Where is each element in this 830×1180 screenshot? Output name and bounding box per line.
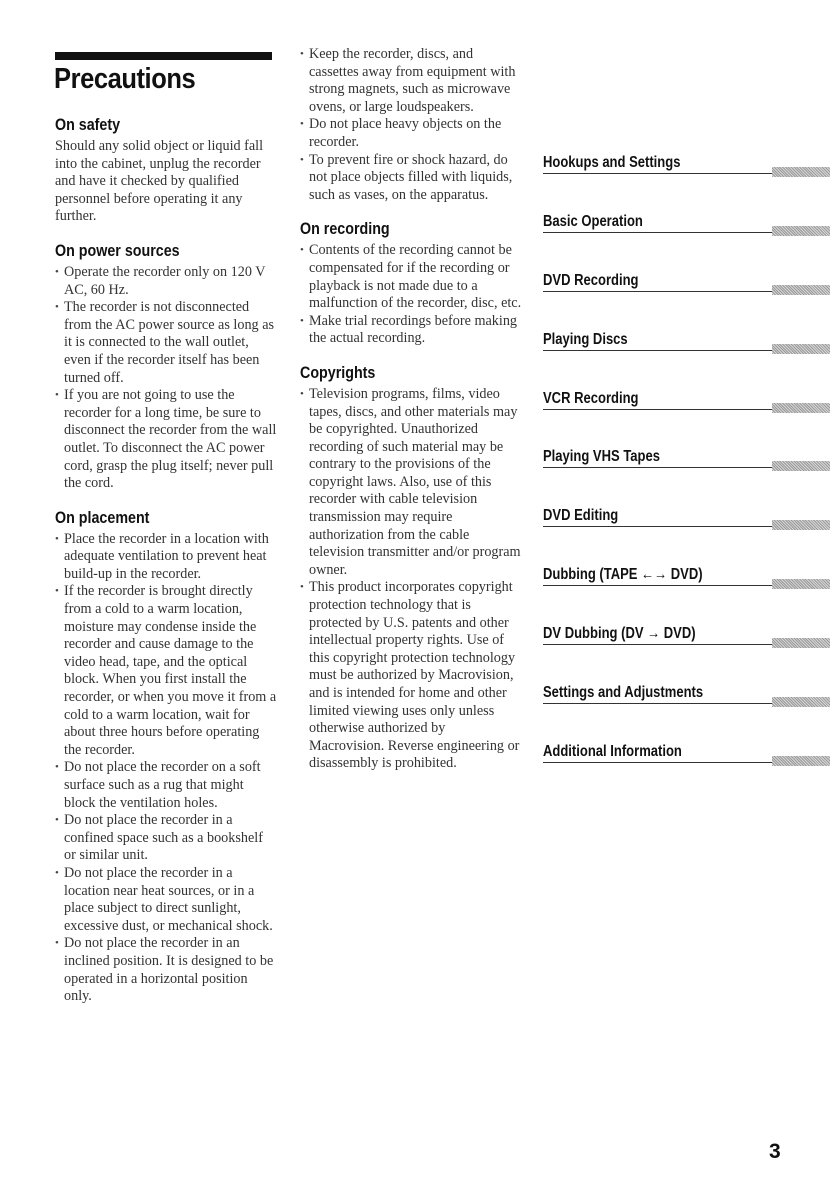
toc-item-hookups-settings[interactable] bbox=[543, 150, 830, 180]
section-heading: On power sources bbox=[55, 240, 180, 260]
left-column bbox=[55, 114, 277, 1020]
section-safety bbox=[55, 114, 277, 226]
chapter-tab-marker bbox=[772, 638, 830, 648]
bullet-item: • Do not place the recorder in a location near heat sources, or in a place subject to direct sunlight, excessive dust, or mechanical shock. bbox=[55, 865, 277, 935]
toc-item-dvd-editing[interactable] bbox=[543, 503, 830, 533]
chapter-tab-marker bbox=[772, 520, 830, 530]
chapter-tab-marker bbox=[772, 697, 830, 707]
section-recording bbox=[300, 218, 522, 348]
chapter-tab-marker bbox=[772, 344, 830, 354]
toc-leader-line bbox=[543, 232, 772, 233]
bullet-item: • Do not place the recorder in an inclined position. It is designed to be operated in a horizontal position only. bbox=[55, 935, 277, 1005]
bullet-list bbox=[300, 242, 522, 348]
bullet-item: • Do not place heavy objects on the recorder. bbox=[300, 116, 522, 151]
toc-label: Settings and Adjustments bbox=[543, 684, 704, 702]
toc-leader-line bbox=[543, 467, 772, 468]
chapter-tab-marker bbox=[772, 756, 830, 766]
bullet-item: • Operate the recorder only on 120 V AC, 60 Hz. bbox=[55, 264, 277, 299]
toc-item-vcr-recording[interactable] bbox=[543, 386, 830, 416]
bullet-list bbox=[300, 386, 522, 773]
chapter-tab-marker bbox=[772, 226, 830, 236]
bullet-item: • Contents of the recording cannot be compensated for if the recording or playback is not made due to a malfunction of the recorder, disc, etc. bbox=[300, 242, 522, 312]
section-paragraph: Should any solid object or liquid fall into the cabinet, unplug the recorder and have it checked by qualified personnel before operating it any further. bbox=[55, 138, 264, 225]
chapter-tab-marker bbox=[772, 461, 830, 471]
bullet-item: • To prevent fire or shock hazard, do not place objects filled with liquids, such as vases, on the apparatus. bbox=[300, 152, 522, 205]
section-power-sources bbox=[55, 240, 277, 493]
page-title: Precautions bbox=[54, 63, 196, 95]
section-copyrights bbox=[300, 362, 522, 773]
toc-item-dubbing-tape-dvd[interactable] bbox=[543, 562, 830, 592]
section-placement bbox=[55, 507, 277, 1006]
toc-item-dvd-recording[interactable] bbox=[543, 268, 830, 298]
toc-leader-line bbox=[543, 291, 772, 292]
bullet-list bbox=[300, 46, 522, 204]
chapter-tab-marker bbox=[772, 285, 830, 295]
middle-column bbox=[300, 46, 522, 787]
toc-item-settings-adjustments[interactable] bbox=[543, 680, 830, 710]
bullet-list bbox=[55, 264, 277, 493]
section-heading: Copyrights bbox=[300, 362, 376, 382]
section-heading: On placement bbox=[55, 507, 150, 527]
bullet-item: • This product incorporates copyright protection technology that is protected by U.S. patents and other intellectual property rights. Use of this copyright protection technology must be authorized by Macrovision, and is intended for home and other limited viewing uses only unless otherwise authorized by Macrovision. Reverse engineering or disassembly is prohibited. bbox=[300, 579, 522, 773]
chapter-tab-marker bbox=[772, 403, 830, 413]
toc-item-basic-operation[interactable] bbox=[543, 209, 830, 239]
toc-label: Additional Information bbox=[543, 742, 682, 760]
toc-leader-line bbox=[543, 350, 772, 351]
toc-leader-line bbox=[543, 703, 772, 704]
bullet-list bbox=[55, 531, 277, 1006]
bullet-item: • Place the recorder in a location with adequate ventilation to prevent heat build-up in the recorder. bbox=[55, 531, 277, 584]
page-number: 3 bbox=[769, 1140, 781, 1163]
toc-label: Hookups and Settings bbox=[543, 154, 681, 171]
toc-leader-line bbox=[543, 173, 772, 174]
toc-label: VCR Recording bbox=[543, 389, 639, 407]
toc-leader-line bbox=[543, 585, 772, 586]
bullet-item: • Do not place the recorder on a soft surface such as a rug that might block the ventilation holes. bbox=[55, 759, 277, 812]
toc-label: DV Dubbing (DV → DVD) bbox=[543, 625, 696, 643]
section-placement-continued bbox=[300, 46, 522, 204]
toc-label: DVD Recording bbox=[543, 271, 639, 289]
bullet-item: • Keep the recorder, discs, and cassettes away from equipment with strong magnets, such as microwave ovens, or large loudspeakers. bbox=[300, 46, 522, 116]
bullet-item: • The recorder is not disconnected from the AC power source as long as it is connected to the wall outlet, even if the recorder itself has been turned off. bbox=[55, 299, 277, 387]
toc-leader-line bbox=[543, 762, 772, 763]
chapter-tab-marker bbox=[772, 579, 830, 589]
section-heading: On recording bbox=[300, 219, 390, 239]
title-rule bbox=[55, 52, 272, 60]
toc-item-playing-vhs-tapes[interactable] bbox=[543, 444, 830, 474]
chapter-index bbox=[543, 150, 830, 798]
section-heading: On safety bbox=[55, 115, 121, 134]
toc-leader-line bbox=[543, 526, 772, 527]
bullet-item: • Television programs, films, video tapes, discs, and other materials may be copyrighted. Unauthorized recording of such material may be contrary to the provisions of the copyright laws. Also, use of this recorder with cable television transmission may require authorization from the cable television transmitter and/or program owner. bbox=[300, 386, 522, 580]
bullet-item: • If you are not going to use the recorder for a long time, be sure to disconnect the recorder from the wall outlet. To disconnect the AC power cord, grasp the plug itself; never pull the cord. bbox=[55, 387, 277, 493]
toc-label: DVD Editing bbox=[543, 507, 619, 525]
toc-label: Playing VHS Tapes bbox=[543, 448, 660, 466]
bullet-item: • Do not place the recorder in a confined space such as a bookshelf or similar unit. bbox=[55, 812, 277, 865]
toc-item-dv-dubbing[interactable] bbox=[543, 621, 830, 651]
bullet-item: • Make trial recordings before making the actual recording. bbox=[300, 313, 522, 348]
toc-item-playing-discs[interactable] bbox=[543, 327, 830, 357]
toc-item-additional-information[interactable] bbox=[543, 739, 830, 769]
toc-label: Dubbing (TAPE ←→ DVD) bbox=[543, 566, 703, 584]
toc-label: Playing Discs bbox=[543, 330, 628, 348]
toc-label: Basic Operation bbox=[543, 212, 643, 230]
toc-leader-line bbox=[543, 644, 772, 645]
bullet-item: • If the recorder is brought directly from a cold to a warm location, moisture may condense inside the recorder and cause damage to the video head, tape, and the optical block. When you first install the recorder, or when you move it from a cold to a warm location, wait for about three hours before operating the recorder. bbox=[55, 583, 277, 759]
chapter-tab-marker bbox=[772, 167, 830, 177]
toc-leader-line bbox=[543, 409, 772, 410]
